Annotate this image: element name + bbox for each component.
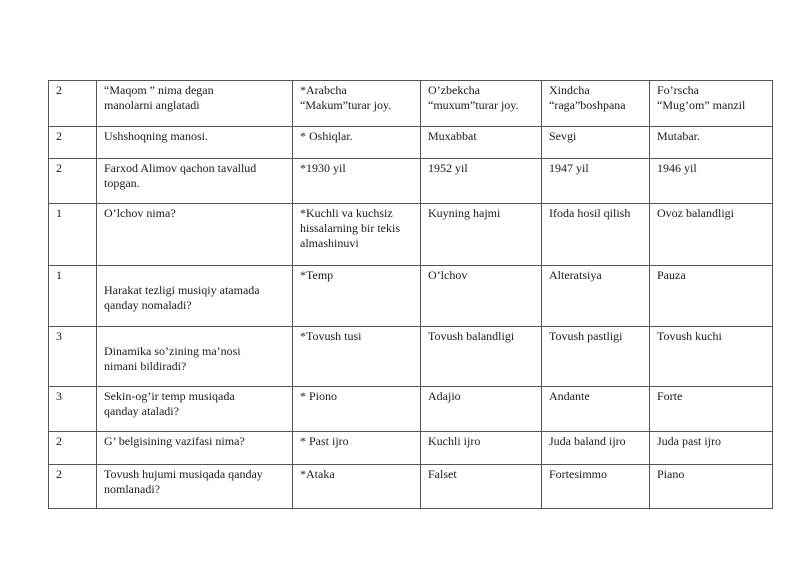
score-cell: 2 [49,81,97,127]
answer-c-cell: Sevgi [542,127,650,159]
quiz-table-body [49,81,773,509]
answer-b-cell: O’lchov [421,266,542,327]
quiz-table [48,80,773,509]
question-cell: G’ belgisining vazifasi nima? [97,432,293,465]
answer-b-cell: Muxabbat [421,127,542,159]
answer-d-cell: Juda past ijro [650,432,773,465]
question-cell: Ushshoqning manosi. [97,127,293,159]
question-cell: “Maqom ” nima degan manolarni anglatadi [97,81,293,127]
table-row [49,266,773,327]
answer-b-cell: Kuyning hajmi [421,204,542,266]
table-row [49,81,773,127]
table-row [49,159,773,204]
answer-c-cell: Andante [542,387,650,432]
score-cell: 2 [49,127,97,159]
answer-b-cell: Falset [421,465,542,509]
answer-a-cell: *Temp [293,266,421,327]
score-cell: 3 [49,327,97,387]
answer-d-cell: Mutabar. [650,127,773,159]
answer-d-cell: Ovoz balandligi [650,204,773,266]
score-cell: 1 [49,266,97,327]
question-cell: Farxod Alimov qachon tavallud topgan. [97,159,293,204]
question-cell: Sekin-og’ir temp musiqada qanday ataladi? [97,387,293,432]
answer-c-cell: Juda baland ijro [542,432,650,465]
table-row [49,387,773,432]
score-cell: 1 [49,204,97,266]
answer-a-cell: *Ataka [293,465,421,509]
answer-c-cell: Fortesimmo [542,465,650,509]
answer-d-cell: 1946 yil [650,159,773,204]
answer-b-cell: 1952 yil [421,159,542,204]
answer-c-cell: Tovush pastligi [542,327,650,387]
answer-d-cell: Forte [650,387,773,432]
answer-c-cell: Alteratsiya [542,266,650,327]
answer-b-cell: Kuchli ijro [421,432,542,465]
score-cell: 2 [49,159,97,204]
answer-a-cell: *Tovush tusi [293,327,421,387]
score-cell: 3 [49,387,97,432]
question-cell: Tovush hujumi musiqada qanday nomlanadi? [97,465,293,509]
answer-a-cell: * Past ijro [293,432,421,465]
answer-d-cell: Pauza [650,266,773,327]
score-cell: 2 [49,432,97,465]
answer-b-cell: O’zbekcha “muxum”turar joy. [421,81,542,127]
question-cell: Dinamika so’zining ma’nosi nimani bildiradi? [97,327,293,387]
answer-c-cell: Ifoda hosil qilish [542,204,650,266]
question-cell: Harakat tezligi musiqiy atamada qanday nomaladi? [97,266,293,327]
answer-d-cell: Fo’rscha “Mug’om” manzil [650,81,773,127]
answer-c-cell: Xindcha “raga”boshpana [542,81,650,127]
answer-b-cell: Tovush balandligi [421,327,542,387]
answer-d-cell: Tovush kuchi [650,327,773,387]
score-cell: 2 [49,465,97,509]
answer-a-cell: * Piono [293,387,421,432]
answer-a-cell: *Kuchli va kuchsiz hissalarning bir tekis almashinuvi [293,204,421,266]
answer-b-cell: Adajio [421,387,542,432]
answer-a-cell: *Arabcha “Makum”turar joy. [293,81,421,127]
table-row [49,465,773,509]
answer-d-cell: Piano [650,465,773,509]
table-row [49,127,773,159]
table-row [49,432,773,465]
answer-a-cell: *1930 yil [293,159,421,204]
table-row [49,327,773,387]
question-cell: O’lchov nima? [97,204,293,266]
table-row [49,204,773,266]
answer-a-cell: * Oshiqlar. [293,127,421,159]
answer-c-cell: 1947 yil [542,159,650,204]
